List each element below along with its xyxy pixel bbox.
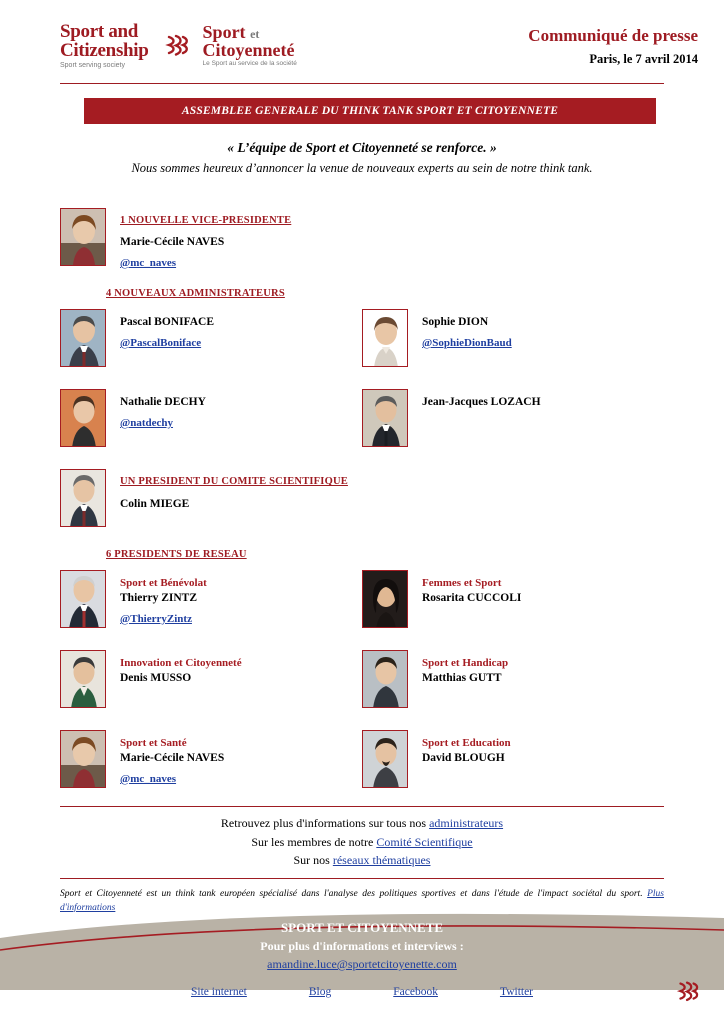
person-info [120,570,207,628]
contact-email-link[interactable]: amandine.luce@sportetcitoyenette.com [267,957,457,971]
logo-right-line1 [203,23,297,41]
person-role: Femmes et Sport [422,577,502,590]
footer-spiral-logo-icon [672,977,702,1012]
portrait-photo [60,208,106,266]
portrait-photo [60,309,106,367]
logo-right-word: Sport [202,22,246,43]
column-left [60,389,362,447]
administrateurs-row-1 [60,309,664,367]
more-line-3 [0,851,724,870]
title-banner: ASSEMBLEE GENERALE DU THINK TANK SPORT ET CITOYENNETE [84,98,656,124]
person-info [120,650,242,686]
person-name: Nathalie DECHY [120,396,206,409]
reseaux-thematiques-link[interactable]: réseaux thématiques [332,853,431,868]
logo-sport-and-citizenship [60,22,149,69]
column-right [362,650,664,708]
portrait-photo [362,570,408,628]
column-right [362,309,664,367]
logo-left-line2: Citizenship [60,40,149,61]
portrait-photo [60,650,106,708]
reseau-row-1 [60,570,664,628]
reseau-row-2 [60,650,664,708]
administrateurs-link[interactable]: administrateurs [429,816,504,831]
portrait-photo [60,389,106,447]
comite-scientifique-link[interactable]: Comité Scientifique [376,834,473,849]
portrait-photo [60,570,106,628]
twitter-handle-link[interactable]: @mc_naves [120,772,177,785]
portrait-photo [60,730,106,788]
section-heading: 4 NOUVEAUX ADMINISTRATEURS [106,288,285,300]
person-role: Sport et Education [422,737,511,750]
person-info [120,208,291,272]
person-info [120,389,206,432]
person-name: Jean-Jacques LOZACH [422,396,541,409]
more-line-1 [0,814,724,833]
twitter-handle-link[interactable]: @SophieDionBaud [422,336,512,349]
person-info [422,570,521,606]
column-right [362,730,664,788]
twitter-handle-link[interactable]: @natdechy [120,416,174,429]
portrait-photo [362,650,408,708]
person-name: Rosarita CUCCOLI [422,592,522,605]
column-left [60,469,362,527]
section-heading: UN PRESIDENT DU COMITE SCIENTIFIQUE [120,476,348,488]
column-right-empty [362,469,664,527]
person-name: Colin MIEGE [120,498,190,511]
footer-divider-bottom [60,878,664,879]
person-name: Sophie DION [422,316,489,329]
portrait-photo [362,309,408,367]
twitter-handle-link[interactable]: @mc_naves [120,256,177,269]
footer-content [0,904,724,998]
person-entry [362,389,664,447]
person-name: Thierry ZINTZ [120,592,197,605]
portrait-photo [362,389,408,447]
footer-subtitle: Pour plus d'informations et interviews : [260,939,464,953]
plus-informations-link[interactable]: Plus d'informations [60,889,664,913]
logo-group [60,22,297,69]
section-president-comite [60,469,664,527]
column-right [362,389,664,447]
logo-right-et: et [250,27,260,42]
section-heading: 6 PRESIDENTS DE RESEAU [106,549,247,561]
person-entry [60,389,362,447]
person-info [120,469,348,513]
reseau-row-3 [60,730,664,788]
person-entry [60,570,362,628]
person-name: Matthias GUTT [422,672,502,685]
intro-block [60,140,664,176]
person-entry [60,730,362,788]
person-info [422,650,508,686]
administrateurs-row-2 [60,389,664,447]
section-administrateurs-heading-wrap [60,288,664,299]
press-release-label: Communiqué de presse [528,26,698,45]
person-info [120,309,214,352]
spiral-logo-icon [159,29,193,63]
portrait-photo [362,730,408,788]
portrait-photo [60,469,106,527]
person-entry [362,650,664,708]
person-info [422,730,511,766]
more-line-2 [0,833,724,852]
logo-sport-et-citoyennete [203,23,297,68]
twitter-handle-link[interactable]: @ThierryZintz [120,612,192,625]
footer-title: SPORT ET CITOYENNETE [280,920,444,935]
column-left [60,650,362,708]
person-name: Pascal BONIFACE [120,316,215,329]
footer-link-facebook[interactable]: Facebook [393,986,438,998]
person-entry [60,650,362,708]
person-name: Denis MUSSO [120,672,192,685]
section-vice-presidente [60,208,664,272]
content-area [60,192,664,788]
publication-date: Paris, le 7 avril 2014 [589,52,698,66]
person-entry [362,309,664,367]
header-divider [60,83,664,84]
header-right [528,22,698,67]
person-name: Marie-Cécile NAVES [120,236,225,249]
page-header [0,0,724,69]
person-name: Marie-Cécile NAVES [120,752,225,765]
footer-link-site-internet[interactable]: Site internet [190,986,247,998]
logo-right-tagline: Le Sport au service de la société [202,60,297,68]
page-footer [0,904,724,1024]
person-entry [60,469,362,527]
column-right [362,570,664,628]
twitter-handle-link[interactable]: @PascalBoniface [120,336,202,349]
logo-right-line2: Citoyenneté [202,40,295,61]
person-entry [362,730,664,788]
person-info [422,309,512,352]
section-presidents-reseau-heading-wrap [60,549,664,560]
more-info-block [0,814,724,870]
column-left [60,309,362,367]
more-line-3-text: Sur nos [293,853,333,868]
footer-links [0,986,724,998]
footer-divider-top [60,806,664,807]
person-name: David BLOUGH [422,752,505,765]
person-entry [60,208,362,272]
more-line-2-text: Sur les membres de notre [251,834,377,849]
about-blurb-text: Sport et Citoyenneté est un think tank européen spécialisé dans l'analyse des politiques sportives et dans l'étude de l'impact sociétal du sport. [60,889,648,900]
person-role: Sport et Santé [120,737,187,750]
person-role: Sport et Bénévolat [120,577,207,590]
person-info [120,730,224,788]
more-line-1-text: Retrouvez plus d'informations sur tous nos [220,816,430,831]
column-left [60,570,362,628]
intro-quote: « L’équipe de Sport et Citoyenneté se renforce. » [227,140,497,155]
column-right-empty [362,208,664,272]
logo-left-tagline: Sport serving society [60,62,125,69]
person-info [422,389,541,411]
section-heading: 1 NOUVELLE VICE-PRESIDENTE [120,215,292,226]
logo-left-line1: Sport and [60,21,139,42]
footer-link-twitter[interactable]: Twitter [499,986,534,998]
footer-link-blog[interactable]: Blog [308,986,332,998]
person-role: Sport et Handicap [422,657,509,670]
person-role: Innovation et Citoyenneté [120,657,242,670]
column-left [60,730,362,788]
person-entry [362,570,664,628]
person-entry [60,309,362,367]
column-left [60,208,362,272]
intro-subtitle: Nous sommes heureux d’annoncer la venue de nouveaux experts au sein de notre think tank. [131,161,593,175]
